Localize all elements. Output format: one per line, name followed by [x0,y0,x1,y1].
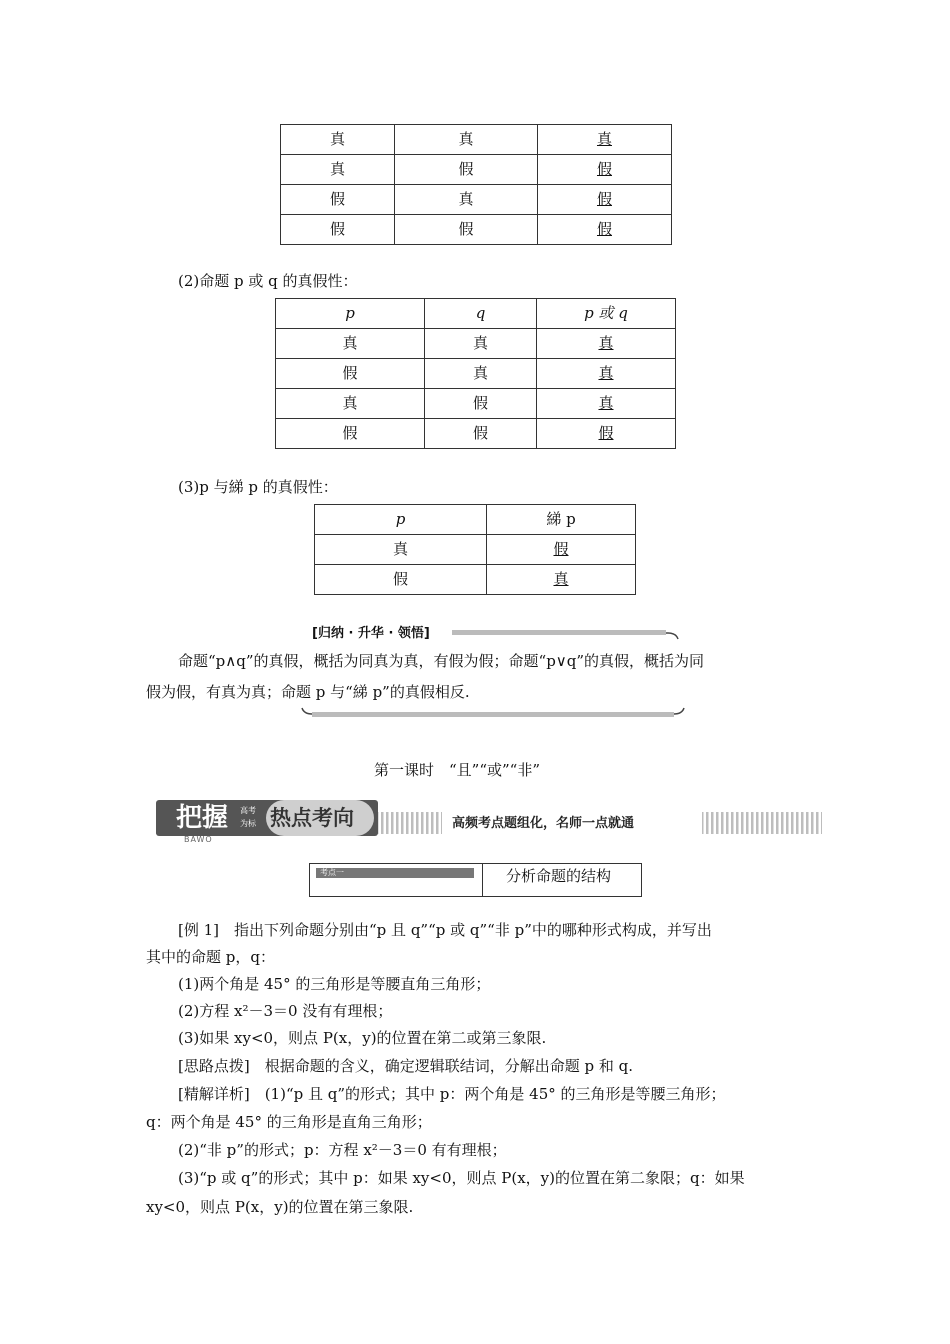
example-intro-line-1: [例 1] 指出下列命题分别由“p 且 q”“p 或 q”“非 p”中的哪种形式构成，并写出 [178,921,712,939]
summary-title: [归纳 · 升华 · 领悟] [312,626,430,641]
solution-line-3a: (3)“p 或 q”的形式；其中 p：如果 xy<0，则点 P(x，y)的位置在第二象限；q：如果 [178,1169,745,1187]
topic-divider [482,864,483,896]
banner-slogan: 高频考点题组化，名师一点就通 [452,816,635,831]
topic-tag: 考点一 [320,868,344,877]
table-row: 真 真 真 [281,125,672,155]
solution-line-3b: xy<0，则点 P(x，y)的位置在第三象限. [146,1198,414,1216]
or-truth-table [275,298,676,449]
banner-title-part1: 把握 [176,803,229,833]
summary-bottom-rule [300,706,686,720]
example-hint: [思路点拨] 根据命题的含义，确定逻辑联结词，分解出命题 p 和 q. [178,1057,633,1075]
summary-line-1: 命题“p∧q”的真假，概括为同真为真，有假为假；命题“p∨q”的真假，概括为同 [178,652,705,670]
topic-box [309,863,642,897]
or-section-heading: (2)命题 p 或 q 的真假性： [178,272,358,290]
not-section-heading: (3)p 与綈 p 的真假性： [178,478,338,496]
table-header-row: p q p 或 q [276,299,676,329]
summary-top-rule [450,627,680,641]
table-row: 真 假 真 [276,389,676,419]
table-row: 真 假 假 [281,155,672,185]
lesson-title: 第一课时 “且”“或”“非” [374,761,541,779]
and-truth-table [280,124,672,245]
example-item-3: (3)如果 xy<0，则点 P(x，y)的位置在第二或第三象限. [178,1029,547,1047]
not-truth-table [314,504,636,595]
table-row: 真 假 [315,535,636,565]
topic-title: 分析命题的结构 [506,867,612,885]
table-row: 真 真 真 [276,329,676,359]
table-header-row: p 綈 p [315,505,636,535]
table-row: 假 真 真 [276,359,676,389]
table-row: 假 假 假 [276,419,676,449]
solution-line-2: (2)“非 p”的形式；p：方程 x²－3＝0 有有理根； [178,1141,507,1159]
solution-line-1a: [精解详析] (1)“p 且 q”的形式；其中 p：两个角是 45° 的三角形是等腰三角形； [178,1085,726,1103]
solution-line-1b: q：两个角是 45° 的三角形是直角三角形； [146,1113,432,1131]
summary-line-2: 假为假，有真为真；命题 p 与“綈 p”的真假相反. [146,683,470,701]
banner-subtitle: BAWO [184,835,213,844]
section-banner [156,800,822,846]
banner-small-text: 高考 为标 [240,806,256,828]
banner-title-part2: 热点考向 [270,806,354,830]
example-item-2: (2)方程 x²－3＝0 没有有理根； [178,1002,393,1020]
table-row: 假 真 假 [281,185,672,215]
table-row: 假 真 [315,565,636,595]
example-item-1: (1)两个角是 45° 的三角形是等腰直角三角形； [178,975,491,993]
table-row: 假 假 假 [281,215,672,245]
example-intro-line-2: 其中的命题 p，q： [146,948,275,966]
